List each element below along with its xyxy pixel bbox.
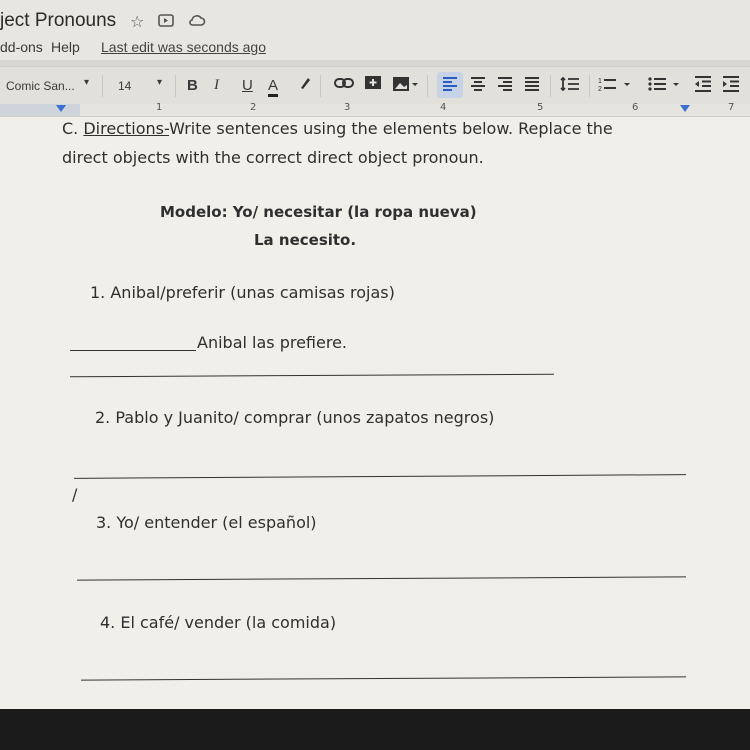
last-edit-link[interactable]: Last edit was seconds ago xyxy=(101,39,266,55)
cloud-status-icon[interactable] xyxy=(188,12,206,31)
answer-line-2[interactable] xyxy=(74,474,686,479)
answer-line-3[interactable] xyxy=(77,576,686,580)
underline-button[interactable]: U xyxy=(242,77,253,94)
toolbar-divider xyxy=(320,75,321,97)
ruler-number: 6 xyxy=(632,102,639,113)
decrease-indent-icon[interactable] xyxy=(694,76,712,95)
add-comment-icon[interactable] xyxy=(364,75,382,96)
directions-label: Directions- xyxy=(83,119,170,138)
folder-icon[interactable] xyxy=(158,12,174,31)
title-bar xyxy=(0,0,750,38)
question-4[interactable]: 4. El café/ vender (la comida) xyxy=(100,613,337,632)
text-color-button[interactable]: A xyxy=(268,77,278,97)
toolbar-divider xyxy=(175,75,176,97)
document-page[interactable] xyxy=(0,117,750,709)
question-2[interactable]: 2. Pablo y Juanito/ comprar (unos zapatos negros) xyxy=(95,408,495,427)
model-line-2[interactable]: La necesito. xyxy=(254,231,357,249)
font-size-select[interactable]: 14 xyxy=(118,79,132,93)
bulleted-list-icon[interactable] xyxy=(648,76,682,95)
toolbar-divider xyxy=(589,75,590,97)
numbered-list-icon[interactable] xyxy=(598,76,632,95)
menu-help[interactable]: Help xyxy=(51,39,80,55)
highlight-pen-icon[interactable] xyxy=(298,75,312,94)
screen-bezel xyxy=(0,709,750,750)
ruler-margin xyxy=(0,104,80,116)
answer-line-4[interactable] xyxy=(81,676,686,680)
insert-image-icon[interactable] xyxy=(392,75,418,96)
horizontal-ruler[interactable] xyxy=(0,104,750,117)
menu-bar xyxy=(0,38,750,60)
align-left-icon[interactable] xyxy=(442,77,458,94)
bold-button[interactable]: B xyxy=(187,77,198,94)
chevron-down-icon[interactable]: ▾ xyxy=(84,77,90,88)
star-icon[interactable]: ☆ xyxy=(130,12,145,31)
line-spacing-icon[interactable] xyxy=(560,76,580,95)
formatting-toolbar xyxy=(0,66,750,106)
directions-line-1[interactable] xyxy=(62,119,613,138)
font-family-select[interactable]: Comic San... xyxy=(6,79,75,93)
directions-line-2[interactable]: direct objects with the correct direct object pronoun. xyxy=(62,148,484,167)
ruler-number: 5 xyxy=(537,102,544,113)
menu-addons[interactable]: dd-ons xyxy=(0,39,43,55)
right-indent-marker[interactable] xyxy=(680,105,690,112)
justify-icon[interactable] xyxy=(524,77,540,94)
answer-1[interactable]: Anibal las prefiere. xyxy=(197,333,347,352)
document-title[interactable]: ject Pronouns xyxy=(0,10,117,31)
svg-text:2: 2 xyxy=(598,86,602,92)
svg-text:1: 1 xyxy=(598,78,602,85)
question-3[interactable]: 3. Yo/ entender (el español) xyxy=(96,513,317,532)
toolbar-divider xyxy=(102,75,103,97)
ruler-number: 7 xyxy=(728,102,735,113)
directions-prefix: C. xyxy=(62,119,84,138)
align-right-icon[interactable] xyxy=(497,77,513,94)
question-1[interactable]: 1. Anibal/preferir (unas camisas rojas) xyxy=(90,283,395,302)
model-line-1[interactable]: Modelo: Yo/ necesitar (la ropa nueva) xyxy=(160,203,477,221)
increase-indent-icon[interactable] xyxy=(722,76,740,95)
toolbar-divider xyxy=(550,75,551,97)
directions-text: Write sentences using the elements below. Replace the xyxy=(169,119,613,138)
answer-line-1 xyxy=(70,374,554,378)
link-icon[interactable] xyxy=(334,76,354,93)
toolbar-divider xyxy=(427,75,428,97)
left-indent-marker[interactable] xyxy=(56,105,66,112)
ruler-number: 3 xyxy=(344,102,351,113)
answer-blank-short xyxy=(70,350,196,351)
chevron-down-icon[interactable]: ▾ xyxy=(157,77,163,88)
ruler-number: 2 xyxy=(250,102,257,113)
italic-button[interactable]: I xyxy=(214,77,219,93)
stray-slash: / xyxy=(72,485,78,504)
ruler-number: 4 xyxy=(440,102,447,113)
align-center-icon[interactable] xyxy=(470,77,486,94)
ruler-number: 1 xyxy=(156,102,163,113)
